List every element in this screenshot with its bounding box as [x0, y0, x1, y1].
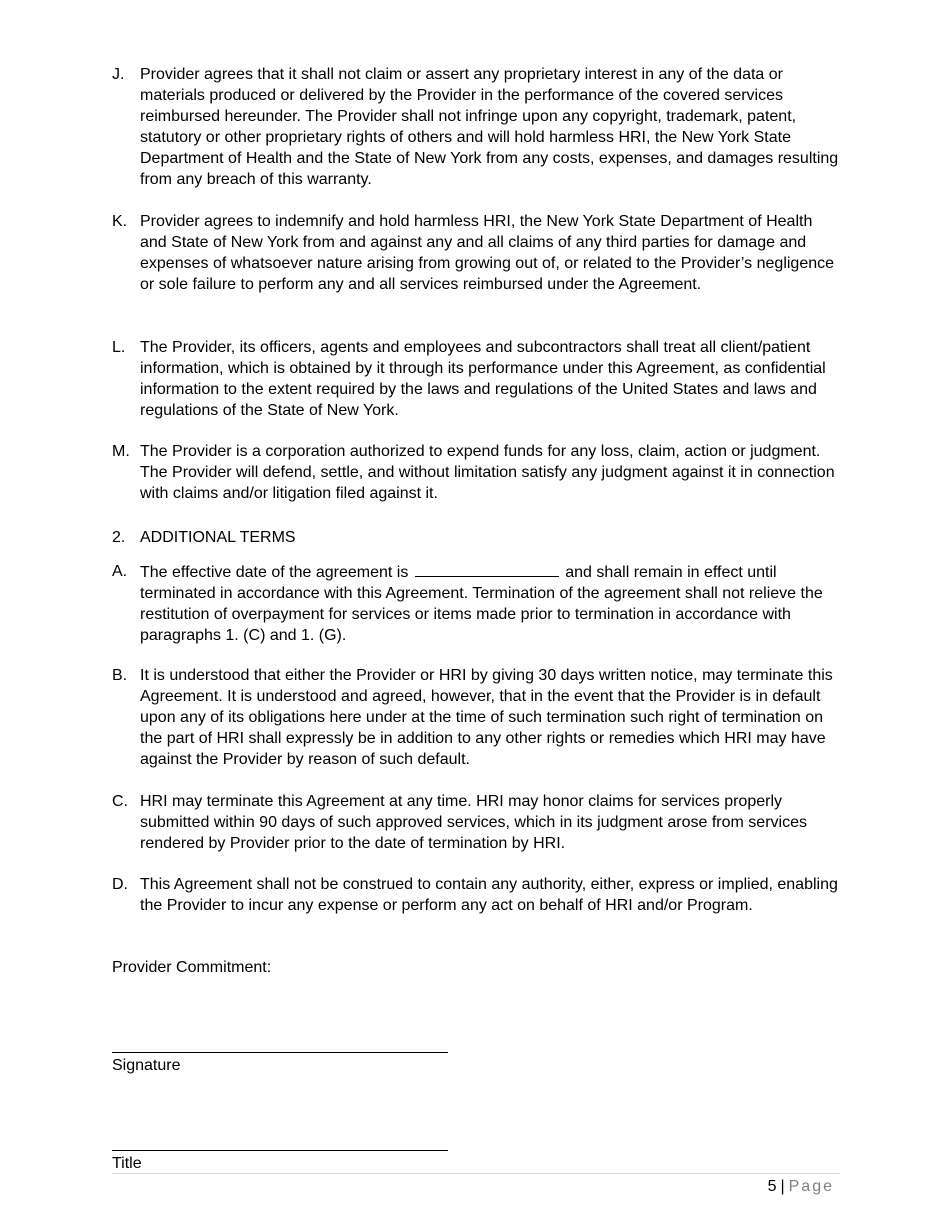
clause-j [112, 64, 842, 190]
term-a [112, 561, 842, 646]
clause-m [112, 441, 842, 504]
section-heading [112, 527, 296, 548]
clause-text: The Provider, its officers, agents and employees and subcontractors shall treat all client/patient information, which is obtained by it through its performance under this Agreement, as confidential information to the extent required by the laws and regulations of the United States and laws and regulations of the State of New York. [140, 339, 826, 419]
clause-label: L. [112, 339, 126, 356]
page-footer [768, 1178, 834, 1196]
section-title: ADDITIONAL TERMS [140, 529, 296, 546]
term-text-before: The effective date of the agreement is [140, 564, 409, 581]
clause-text: Provider agrees that it shall not claim or assert any proprietary interest in any of the data or materials produced or delivered by the Provider in the performance of the covered services reimbursed hereunder. The Provider shall not infringe upon any copyright, trademark, patent, statutory or other proprietary rights of others and will hold harmless HRI, the New York State Department of Health and the State of New York from any costs, expenses, and damages resulting from any breach of this warranty. [140, 66, 839, 188]
title-label: Title [112, 1155, 142, 1172]
section-number: 2. [112, 529, 126, 546]
footer-separator: | [780, 1178, 785, 1195]
page-number: 5 [767, 1178, 777, 1195]
term-label: A. [112, 563, 128, 580]
clause-l [112, 337, 842, 421]
term-label: D. [112, 876, 128, 893]
title-line[interactable] [112, 1150, 448, 1151]
footer-rule [112, 1173, 840, 1174]
term-label: C. [112, 793, 128, 810]
term-text: It is understood that either the Provider or HRI by giving 30 days written notice, may terminate this Agreement. It is understood and agreed, however, that in the event that the Provider is in default upon any of its obligations here under at the time of such termination such right of termination on the part of HRI shall expressly be in addition to any other rights or remedies which HRI may have against the Provider by reason of such default. [140, 667, 833, 768]
clause-label: K. [112, 213, 128, 230]
clause-k [112, 211, 842, 295]
term-b [112, 665, 842, 770]
effective-date-blank[interactable] [415, 561, 559, 577]
clause-label: M. [112, 443, 130, 460]
clause-text: Provider agrees to indemnify and hold harmless HRI, the New York State Department of Health and State of New York from and against any and all claims of any third parties for damage and expenses of whatsoever nature arising from growing out of, or related to the Provider’s negligence or sole failure to perform any and all services reimbursed under the Agreement. [140, 213, 835, 293]
term-d [112, 874, 842, 916]
clause-text: The Provider is a corporation authorized to expend funds for any loss, claim, action or judgment. The Provider will defend, settle, and without limitation satisfy any judgment against it in connection with claims and/or litigation filed against it. [140, 443, 835, 502]
term-text-after: and shall remain in effect until terminated in accordance with this Agreement. Termination of the agreement shall not relieve the restitution of overpayment for services or items made prior to termination in accordance with paragraphs 1. (C) and 1. (G). [140, 564, 823, 644]
page-word: Page [788, 1178, 834, 1195]
term-text: This Agreement shall not be construed to contain any authority, either, express or implied, enabling the Provider to incur any expense or perform any act on behalf of HRI and/or Program. [140, 876, 838, 914]
signature-line[interactable] [112, 1052, 448, 1053]
term-c [112, 791, 842, 854]
term-text: HRI may terminate this Agreement at any time. HRI may honor claims for services properly submitted within 90 days of such approved services, which in its judgment arose from services rendered by Provider prior to the date of termination by HRI. [140, 793, 807, 852]
provider-commitment: Provider Commitment: [112, 959, 272, 976]
term-text [140, 561, 842, 646]
clause-label: J. [112, 66, 125, 83]
signature-label: Signature [112, 1057, 181, 1074]
term-label: B. [112, 667, 128, 684]
